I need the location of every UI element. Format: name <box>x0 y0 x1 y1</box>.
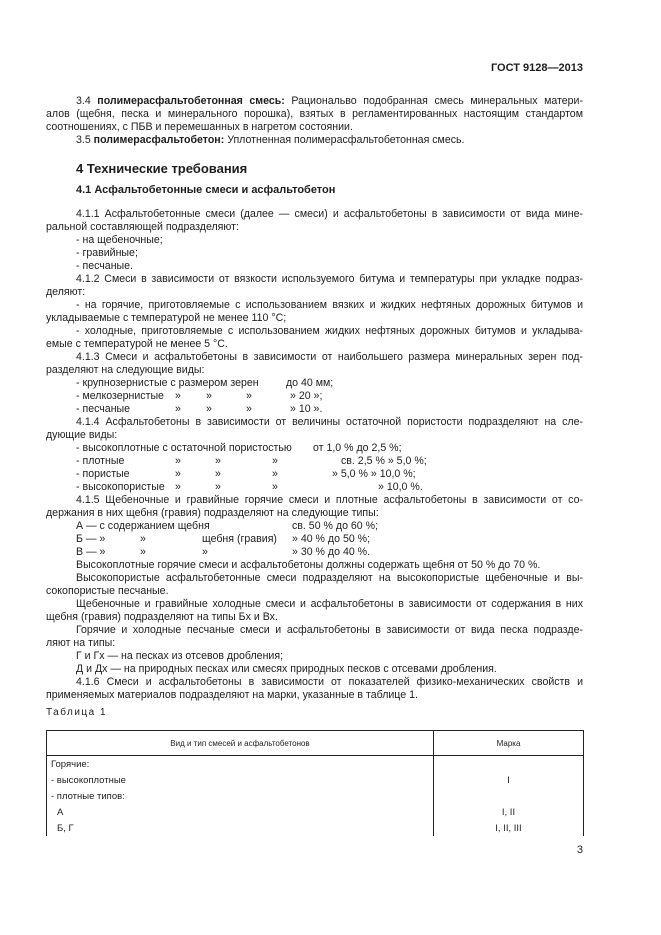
ditto-mark: » <box>175 468 181 480</box>
type-name: Б — » <box>76 533 106 545</box>
para-3-5-term: полимерасфальтобетон: <box>93 134 225 146</box>
ditto-mark: » <box>206 390 212 402</box>
para-3-5-number: 3.5 <box>76 134 94 146</box>
text-line: 4.1.5 Щебеночные и гравийные горячие смеси и плотные асфальтобетоны в зависимости от со- <box>76 494 583 506</box>
porosity-name: - плотные <box>76 455 125 467</box>
text-line: 4.1.3 Смеси и асфальтобетоны в зависимости от наибольшего размера минеральных зерен под- <box>76 351 583 363</box>
text-line: применяемых материалов подразделяют на марки, указанные в таблице 1. <box>46 689 418 701</box>
table-row <box>47 820 584 836</box>
type-material: щебня (гравия) <box>202 533 277 545</box>
porosity-name: - высокоплотные с остаточной пористостью <box>76 442 292 454</box>
porosity-value: св. 2,5 % » 5,0 %; <box>341 455 427 467</box>
table-1 <box>46 730 584 836</box>
page-number: 3 <box>576 844 583 856</box>
cell-mark: I, II, III <box>434 820 584 836</box>
list-item: - гравийные; <box>76 247 138 259</box>
table-header-row <box>47 731 584 756</box>
type-name: А — с содержанием щебня <box>76 520 210 532</box>
text-line: дующие виды: <box>46 429 118 441</box>
size-name: - песчаные <box>76 403 131 415</box>
table-caption: Таблица 1 <box>46 707 108 718</box>
porosity-name: - высокопористые <box>76 481 165 493</box>
ditto-mark: » <box>215 455 221 467</box>
text-line: ляют на типы: <box>46 637 116 649</box>
text-line: 4.1.6 Смеси и асфальтобетоны в зависимости от показателей физико-механических свойств и <box>76 676 583 688</box>
type-name: В — » <box>76 546 106 558</box>
cell-mark <box>434 756 584 773</box>
text-line: держания в них щебня (гравия) подразделяют на следующие типы: <box>46 507 379 519</box>
type-value: » 40 % до 50 %; <box>292 533 371 545</box>
text-line: Д и Дх — на природных песках или смесях природных песков с отсевами дробления. <box>76 663 497 675</box>
text-line: Высокопористые асфальтобетонные смеси подразделяют на высокопористые щебеночные и вы- <box>76 572 583 584</box>
text-line: ральной составляющей подразделяют: <box>46 221 239 233</box>
ditto-mark: » <box>272 468 278 480</box>
cell-kind: Б, Г <box>47 820 434 836</box>
table-row <box>47 772 584 788</box>
ditto-mark: » <box>272 481 278 493</box>
text-line: разделяют на следующие виды: <box>46 364 205 376</box>
list-item: - на горячие, приготовляемые с использованием вязких и жидких нефтяных дорожных битумов и <box>76 299 583 311</box>
column-header-kind: Вид и тип смесей и асфальтобетонов <box>47 731 434 756</box>
para-3-4-number: 3.4 <box>76 95 98 107</box>
porosity-name: - пористые <box>76 468 130 480</box>
section-4-title: 4 Технические требования <box>76 161 248 176</box>
table-row <box>47 756 584 773</box>
document-header: ГОСТ 9128—2013 <box>490 62 583 74</box>
subsection-4-1-title: 4.1 Асфальтобетонные смеси и асфальтобетон <box>76 184 336 196</box>
text-line: деляют: <box>46 286 86 298</box>
ditto-mark: » <box>272 455 278 467</box>
para-3-4-line3: соотношениях, с ПБВ и перемешанных в нагретом состоянии. <box>46 121 353 133</box>
table-row <box>47 788 584 804</box>
para-3-4-text: Рациональво подобранная смесь минеральных матери- <box>284 95 583 107</box>
text-line: сокопористые песчаные. <box>46 585 169 597</box>
type-value: св. 50 % до 60 %; <box>292 520 379 532</box>
ditto-mark: » <box>175 455 181 467</box>
size-name: - крупнозернистые с размером зерен <box>76 377 259 389</box>
ditto-mark: » <box>215 468 221 480</box>
text-line: 4.1.4 Асфальтобетоны в зависимости от величины остаточной пористости подразделяют на сле- <box>76 416 583 428</box>
para-3-4-term: полимерасфальтобетонная смесь: <box>97 95 285 107</box>
ditto-mark: » <box>175 390 181 402</box>
cell-kind: А <box>47 804 434 820</box>
cell-mark: I <box>434 772 584 788</box>
list-item: - на щебеночные; <box>76 234 163 246</box>
porosity-value: » 5,0 % » 10,0 %; <box>332 468 416 480</box>
size-value: » 20 »; <box>290 390 323 402</box>
text-line: укладываемые с температурой не менее 110 °С; <box>46 312 287 324</box>
size-name: - мелкозернистые <box>76 390 164 402</box>
para-3-5 <box>76 134 464 147</box>
ditto-mark: » <box>140 546 146 558</box>
cell-kind: Горячие: <box>47 756 434 773</box>
text-line: емые с температурой не менее 5 °С. <box>46 338 228 350</box>
size-value: » 10 ». <box>290 403 323 415</box>
table-row <box>47 804 584 820</box>
porosity-value: от 1,0 % до 2,5 %; <box>313 442 402 454</box>
ditto-mark: » <box>202 546 208 558</box>
list-item: - холодные, приготовляемые с использованием жидких нефтяных дорожных битумов и укладыва- <box>76 325 583 337</box>
text-line: Высокоплотные горячие смеси и асфальтобетоны должны содержать щебня от 50 % до 70 %. <box>76 559 541 571</box>
text-line: Г и Гх — на песках из отсевов дробления; <box>76 650 284 662</box>
ditto-mark: » <box>175 481 181 493</box>
text-line: щебня (гравия) подразделяют на типы Бх и Вх. <box>46 611 278 623</box>
ditto-mark: » <box>215 481 221 493</box>
size-value: до 40 мм; <box>286 377 334 389</box>
ditto-mark: » <box>140 533 146 545</box>
column-header-mark: Марка <box>434 731 584 756</box>
text-line: Горячие и холодные песчаные смеси и асфальтобетоны в зависимости от вида песка подразде- <box>76 624 583 636</box>
list-item: - песчаные. <box>76 260 133 272</box>
para-3-4-line2: алов (щебня, песка и минерального порошка), взятых в регламентированных настоящим стандартом <box>46 108 583 120</box>
ditto-mark: » <box>175 403 181 415</box>
cell-mark: I, II <box>434 804 584 820</box>
ditto-mark: » <box>246 390 252 402</box>
type-value: » 30 % до 40 %. <box>292 546 371 558</box>
cell-kind: - высокоплотные <box>47 772 434 788</box>
cell-kind: - плотные типов: <box>47 788 434 804</box>
text-line: 4.1.1 Асфальтобетонные смеси (далее — смеси) и асфальтобетоны в зависимости от вида мине- <box>76 208 583 220</box>
ditto-mark: » <box>246 403 252 415</box>
para-3-4-line1 <box>76 95 583 108</box>
para-3-5-text: Уплотненная полимерасфальтобетонная смесь. <box>224 134 465 146</box>
cell-mark <box>434 788 584 804</box>
porosity-value: » 10,0 %. <box>378 481 423 493</box>
text-line: 4.1.2 Смеси в зависимости от вязкости используемого битума и температуры при укладке подраз- <box>76 273 583 285</box>
ditto-mark: » <box>206 403 212 415</box>
text-line: Щебеночные и гравийные холодные смеси и асфальтобетоны в зависимости от содержания в них <box>76 598 583 610</box>
